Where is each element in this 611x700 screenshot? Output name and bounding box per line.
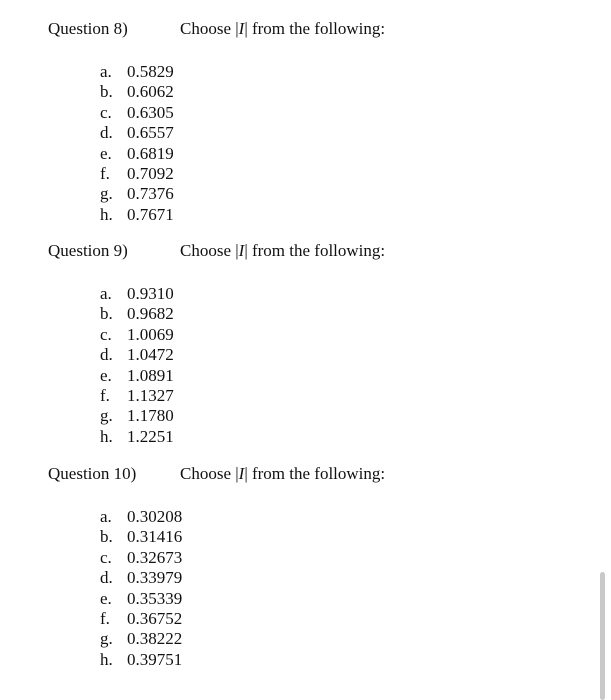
answer-option[interactable] [100, 103, 174, 123]
option-letter: d. [100, 568, 113, 588]
answer-option[interactable] [100, 123, 174, 143]
option-value: 0.6062 [127, 82, 174, 102]
option-value: 0.6557 [127, 123, 174, 143]
option-value: 1.1327 [127, 385, 174, 405]
option-letter: b. [100, 527, 113, 547]
question-prompt [180, 464, 385, 484]
option-letter: d. [100, 123, 113, 143]
option-letter: h. [100, 204, 113, 224]
answer-option[interactable] [100, 629, 182, 649]
prompt-suffix: | from the following: [244, 241, 386, 260]
option-value: 1.0891 [127, 365, 174, 385]
option-value: 1.1780 [127, 406, 174, 426]
answer-option[interactable] [100, 507, 182, 527]
answer-option[interactable] [100, 205, 174, 225]
option-letter: f. [100, 608, 110, 628]
option-value: 0.7092 [127, 163, 174, 183]
option-value: 1.0069 [127, 324, 174, 344]
answer-option[interactable] [100, 345, 174, 365]
option-letter: a. [100, 62, 112, 81]
question-number: Question 9) [48, 241, 128, 260]
option-letter: g. [100, 184, 113, 204]
question-prompt [180, 241, 385, 261]
option-value: 0.30208 [127, 507, 183, 526]
prompt-prefix: Choose | [180, 241, 239, 260]
prompt-prefix: Choose | [180, 19, 239, 38]
option-value: 0.9682 [127, 304, 174, 324]
option-letter: e. [100, 588, 112, 608]
question-number: Question 10) [48, 464, 137, 483]
prompt-prefix: Choose | [180, 464, 239, 483]
option-letter: a. [100, 284, 112, 303]
answer-option[interactable] [100, 650, 182, 670]
option-value: 0.33979 [127, 568, 183, 588]
answer-option[interactable] [100, 62, 174, 82]
option-value: 0.31416 [127, 527, 183, 547]
answer-option[interactable] [100, 304, 174, 324]
option-value: 0.32673 [127, 547, 183, 567]
prompt-suffix: | from the following: [244, 464, 386, 483]
question-prompt [180, 19, 385, 39]
answer-option[interactable] [100, 284, 174, 304]
option-letter: e. [100, 365, 112, 385]
option-value: 0.9310 [127, 284, 174, 303]
option-value: 0.5829 [127, 62, 174, 81]
option-value: 0.6819 [127, 143, 174, 163]
answer-option[interactable] [100, 184, 174, 204]
prompt-variable: I [238, 464, 245, 483]
prompt-variable: I [238, 241, 245, 260]
option-letter: d. [100, 345, 113, 365]
option-value: 0.7671 [127, 204, 174, 224]
option-value: 0.36752 [127, 608, 183, 628]
option-letter: h. [100, 649, 113, 669]
answer-option[interactable] [100, 406, 174, 426]
option-letter: f. [100, 385, 110, 405]
option-letter: g. [100, 629, 113, 649]
prompt-variable: I [238, 19, 245, 38]
option-letter: c. [100, 102, 112, 122]
prompt-suffix: | from the following: [244, 19, 386, 38]
answer-option[interactable] [100, 144, 174, 164]
option-letter: f. [100, 163, 110, 183]
answer-option[interactable] [100, 325, 174, 345]
answer-option[interactable] [100, 589, 182, 609]
answer-option[interactable] [100, 527, 182, 547]
vertical-scrollbar[interactable] [600, 572, 605, 700]
answer-option[interactable] [100, 427, 174, 447]
answer-option[interactable] [100, 548, 182, 568]
option-value: 1.0472 [127, 345, 174, 365]
option-value: 0.7376 [127, 184, 174, 204]
option-letter: c. [100, 547, 112, 567]
option-value: 0.35339 [127, 588, 183, 608]
answer-options [100, 507, 182, 670]
answer-options [100, 62, 174, 225]
answer-option[interactable] [100, 386, 174, 406]
answer-option[interactable] [100, 82, 174, 102]
option-letter: b. [100, 82, 113, 102]
answer-option[interactable] [100, 609, 182, 629]
answer-option[interactable] [100, 164, 174, 184]
option-value: 0.39751 [127, 649, 183, 669]
question-number: Question 8) [48, 19, 128, 38]
option-letter: e. [100, 143, 112, 163]
answer-option[interactable] [100, 568, 182, 588]
option-value: 1.2251 [127, 426, 174, 446]
option-letter: c. [100, 324, 112, 344]
option-letter: h. [100, 426, 113, 446]
option-letter: g. [100, 406, 113, 426]
option-value: 0.6305 [127, 102, 174, 122]
option-letter: a. [100, 507, 112, 526]
option-value: 0.38222 [127, 629, 183, 649]
answer-option[interactable] [100, 366, 174, 386]
option-letter: b. [100, 304, 113, 324]
answer-options [100, 284, 174, 447]
